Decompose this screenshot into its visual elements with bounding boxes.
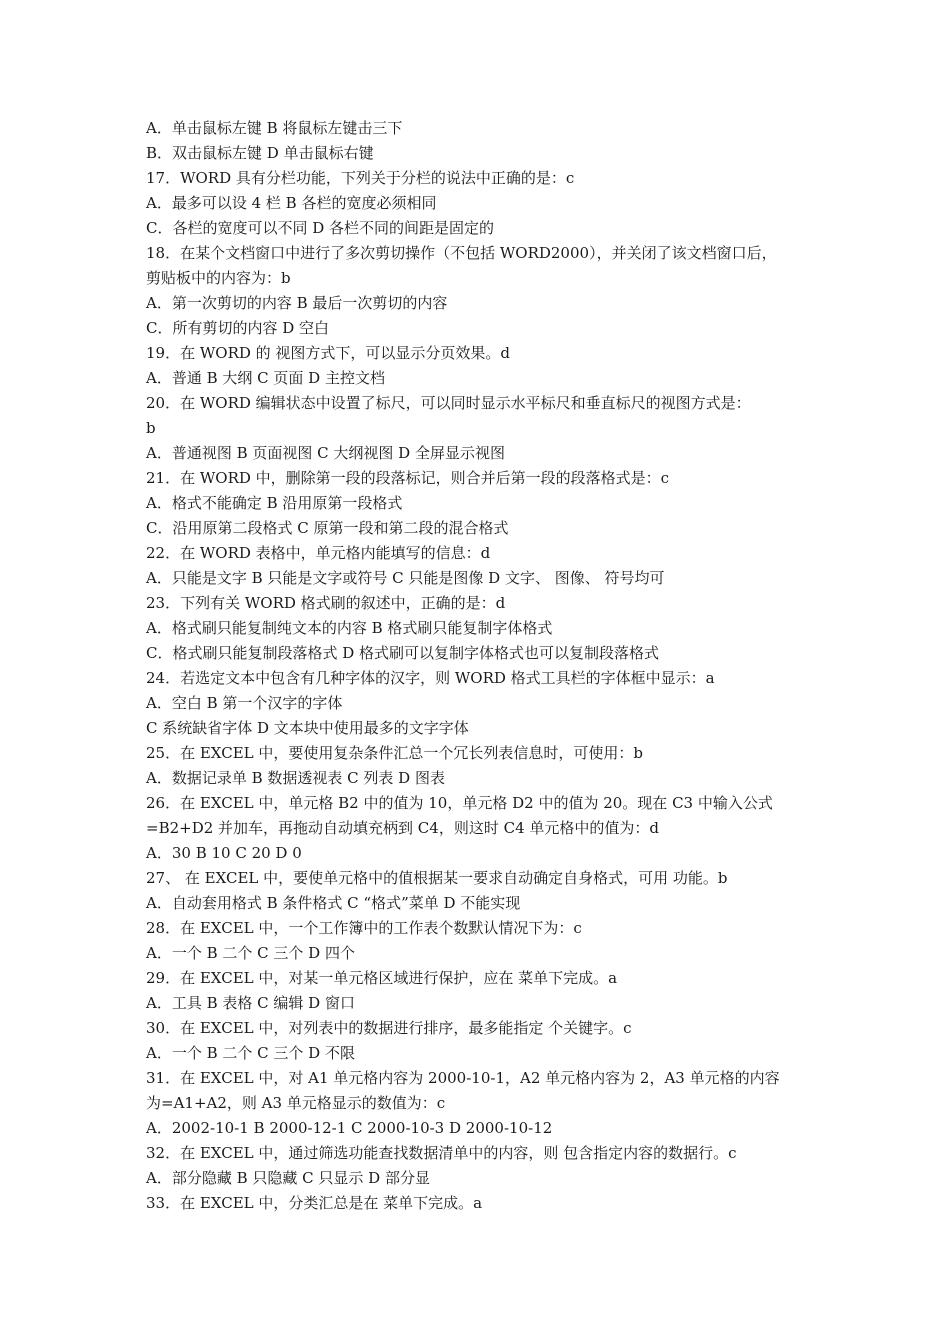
text-line: C．所有剪切的内容 D 空白 — [146, 319, 330, 337]
text-line: A．第一次剪切的内容 B 最后一次剪切的内容 — [146, 294, 448, 312]
text-line: 为=A1+A2，则 A3 单元格显示的数值为：c — [146, 1094, 446, 1112]
text-line: A．普通视图 B 页面视图 C 大纲视图 D 全屏显示视图 — [146, 444, 505, 462]
text-line: A．普通 B 大纲 C 页面 D 主控文档 — [146, 369, 385, 387]
question-23: 23．下列有关 WORD 格式刷的叙述中，正确的是：d — [146, 594, 506, 612]
question-29: 29．在 EXCEL 中，对某一单元格区域进行保护，应在 菜单下完成。a — [146, 969, 618, 987]
text-line: A．格式不能确定 B 沿用原第一段格式 — [146, 494, 403, 512]
text-line: b — [146, 419, 156, 437]
question-25: 25．在 EXCEL 中，要使用复杂条件汇总一个冗长列表信息时，可使用：b — [146, 744, 643, 762]
text-line: A．30 B 10 C 20 D 0 — [146, 844, 302, 862]
question-32: 32．在 EXCEL 中，通过筛选功能查找数据清单中的内容，则 包含指定内容的数据行。c — [146, 1144, 737, 1162]
text-line: B．双击鼠标左键 D 单击鼠标右键 — [146, 144, 374, 162]
question-24: 24．若选定文本中包含有几种字体的汉字，则 WORD 格式工具栏的字体框中显示：a — [146, 669, 715, 687]
text-line: C 系统缺省字体 D 文本块中使用最多的文字字体 — [146, 719, 469, 737]
question-31: 31．在 EXCEL 中，对 A1 单元格内容为 2000-10-1，A2 单元格内容为 2，A3 单元格的内容 — [146, 1069, 780, 1087]
question-33: 33．在 EXCEL 中，分类汇总是在 菜单下完成。a — [146, 1194, 483, 1212]
text-line: 剪贴板中的内容为：b — [146, 269, 291, 287]
text-line: A．格式刷只能复制纯文本的内容 B 格式刷只能复制字体格式 — [146, 619, 553, 637]
text-line: C．沿用原第二段格式 C 原第一段和第二段的混合格式 — [146, 519, 509, 537]
text-line: A．只能是文字 B 只能是文字或符号 C 只能是图像 D 文字、 图像、 符号均可 — [146, 569, 665, 587]
question-17: 17．WORD 具有分栏功能，下列关于分栏的说法中正确的是：c — [146, 169, 575, 187]
text-line: A．一个 B 二个 C 三个 D 不限 — [146, 1044, 355, 1062]
question-21: 21．在 WORD 中，删除第一段的段落标记，则合并后第一段的段落格式是：c — [146, 469, 670, 487]
text-line: A．自动套用格式 B 条件格式 C “格式”菜单 D 不能实现 — [146, 894, 521, 912]
question-22: 22．在 WORD 表格中，单元格内能填写的信息：d — [146, 544, 491, 562]
text-line: A．数据记录单 B 数据透视表 C 列表 D 图表 — [146, 769, 445, 787]
text-line: C．各栏的宽度可以不同 D 各栏不同的间距是固定的 — [146, 219, 495, 237]
question-list — [146, 116, 811, 1216]
question-26: 26．在 EXCEL 中，单元格 B2 中的值为 10，单元格 D2 中的值为 20。现在 C3 中输入公式 — [146, 794, 773, 812]
question-20: 20．在 WORD 编辑状态中设置了标尺，可以同时显示水平标尺和垂直标尺的视图方式是： — [146, 394, 751, 412]
text-line: C．格式刷只能复制段落格式 D 格式刷可以复制字体格式也可以复制段落格式 — [146, 644, 660, 662]
question-19: 19．在 WORD 的 视图方式下，可以显示分页效果。d — [146, 344, 511, 362]
question-18: 18．在某个文档窗口中进行了多次剪切操作（不包括 WORD2000），并关闭了该文档窗口后， — [146, 244, 777, 262]
text-line: A．部分隐藏 B 只隐藏 C 只显示 D 部分显 — [146, 1169, 430, 1187]
question-30: 30．在 EXCEL 中，对列表中的数据进行排序，最多能指定 个关键字。c — [146, 1019, 632, 1037]
text-line: A．一个 B 二个 C 三个 D 四个 — [146, 944, 355, 962]
text-line: A．工具 B 表格 C 编辑 D 窗口 — [146, 994, 355, 1012]
question-28: 28．在 EXCEL 中，一个工作簿中的工作表个数默认情况下为：c — [146, 919, 582, 937]
text-line: A．空白 B 第一个汉字的字体 — [146, 694, 343, 712]
question-27: 27、 在 EXCEL 中，要使单元格中的值根据某一要求自动确定自身格式，可用 功能。b — [146, 869, 728, 887]
text-line: A．单击鼠标左键 B 将鼠标左键击三下 — [146, 119, 403, 137]
text-line: A．最多可以设 4 栏 B 各栏的宽度必须相同 — [146, 194, 437, 212]
text-line: =B2+D2 并加车，再拖动自动填充柄到 C4，则这时 C4 单元格中的值为：d — [146, 819, 659, 837]
text-line: A．2002-10-1 B 2000-12-1 C 2000-10-3 D 2000-10-12 — [146, 1119, 553, 1137]
